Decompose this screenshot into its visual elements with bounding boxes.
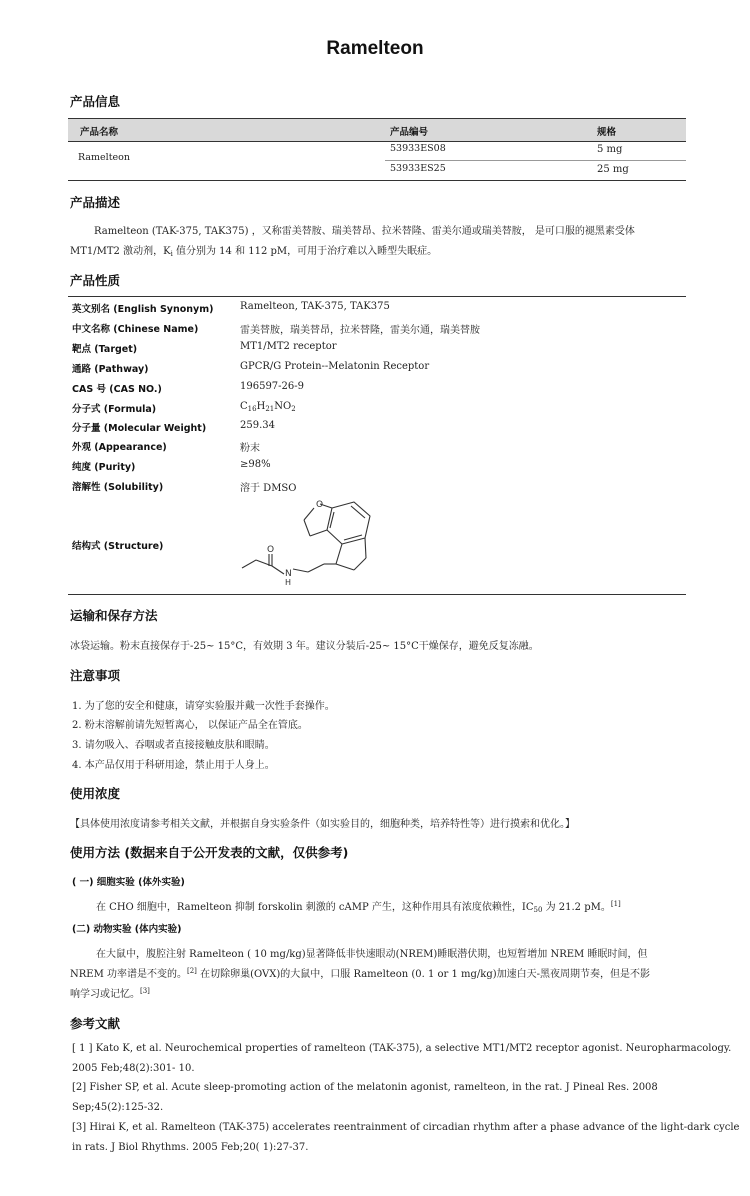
structure-atom-o: O bbox=[316, 500, 324, 510]
concentration-text: 【具体使用浓度请参考相关文献，并根据自身实验条件（如实验目的，细胞种类，培养特性等）进行摸索和优化。】 bbox=[70, 819, 575, 830]
header-product-name: 产品名称 bbox=[80, 127, 119, 138]
product-name: Ramelteon bbox=[78, 152, 130, 163]
description-line-1: Ramelteon (TAK-375, TAK375) ，又称雷美替胺、瑞美替昂、拉米替隆、雷美尔通或瑞美替胺， 是可口服的褪黑素受体 bbox=[94, 226, 635, 237]
header-product-code: 产品编号 bbox=[390, 127, 429, 138]
table-bottom-rule bbox=[68, 180, 686, 181]
concentration-heading: 使用浓度 bbox=[70, 786, 121, 801]
invivo-line-3: 响学习或记忆。[3] bbox=[70, 987, 150, 1000]
prop-label-synonym: 英文别名 (English Synonym) bbox=[72, 304, 214, 315]
invivo-line-1: 在大鼠中，腹腔注射 Ramelteon ( 10 mg/kg)显著降低非快速眼动(NREM)睡眠潜伏期，也短暂增加 NREM 睡眠时间，但 bbox=[96, 949, 648, 960]
prop-label-chinese-name: 中文名称 (Chinese Name) bbox=[72, 324, 199, 335]
prop-label-appearance: 外观 (Appearance) bbox=[72, 442, 167, 453]
product-size-2: 25 mg bbox=[597, 164, 629, 175]
product-table-header bbox=[68, 119, 686, 141]
structure-image bbox=[238, 494, 378, 586]
prop-label-cas: CAS 号 (CAS NO.) bbox=[72, 384, 162, 395]
table-row-rule bbox=[385, 160, 686, 161]
prop-value-target: MT1/MT2 receptor bbox=[240, 341, 337, 352]
structure-atom-n: N bbox=[285, 569, 292, 579]
prop-label-pathway: 通路 (Pathway) bbox=[72, 364, 149, 375]
product-size-1: 5 mg bbox=[597, 144, 623, 155]
reference-1-line-2: 2005 Feb;48(2):301- 10. bbox=[72, 1063, 195, 1074]
reference-3-line-1: [3] Hirai K, et al. Ramelteon (TAK-375) accelerates reentrainment of circadian rhythm after a phase advance of the light-dark cycle bbox=[72, 1122, 740, 1133]
prop-label-solubility: 溶解性 (Solubility) bbox=[72, 482, 164, 493]
prop-value-formula: $C_{16}H_{21}NO_2$ bbox=[240, 401, 296, 413]
prop-label-formula: 分子式 (Formula) bbox=[72, 404, 157, 415]
prop-label-target: 靶点 (Target) bbox=[72, 344, 138, 355]
prop-value-appearance: 粉末 bbox=[240, 443, 260, 454]
prop-value-mw: 259.34 bbox=[240, 420, 275, 431]
reference-2-line-2: Sep;45(2):125-32. bbox=[72, 1102, 164, 1113]
product-code-1: 53933ES08 bbox=[390, 143, 446, 154]
invivo-heading: (二) 动物实验 (体内实验) bbox=[72, 924, 182, 935]
note-item-3: 3. 请勿吸入、吞咽或者直接接触皮肤和眼睛。 bbox=[72, 740, 275, 751]
description-line-2: MT1/MT2 激动剂，$K_i$ 值分别为 14 和 112 pM，可用于治疗难以入睡型失眠症。 bbox=[70, 246, 438, 258]
properties-heading: 产品性质 bbox=[70, 273, 121, 288]
prop-value-chinese-name: 雷美替胺，瑞美替昂，拉米替隆，雷美尔通，瑞美替胺 bbox=[240, 325, 480, 336]
page-title: Ramelteon bbox=[326, 38, 424, 59]
storage-text: 冰袋运输。粉末直接保存于-25~ 15°C，有效期 3 年。建议分装后-25~ 15°C干燥保存，避免反复冻融。 bbox=[70, 641, 539, 652]
prop-label-structure: 结构式 (Structure) bbox=[72, 541, 164, 552]
note-item-1: 1. 为了您的安全和健康，请穿实验服并戴一次性手套操作。 bbox=[72, 701, 335, 712]
references-heading: 参考文献 bbox=[70, 1016, 121, 1031]
notes-heading: 注意事项 bbox=[70, 668, 121, 683]
note-item-4: 4. 本产品仅用于科研用途，禁止用于人身上。 bbox=[72, 760, 275, 771]
prop-label-mw: 分子量 (Molecular Weight) bbox=[72, 423, 207, 434]
structure-atom-o2: O bbox=[267, 545, 275, 555]
product-code-2: 53933ES25 bbox=[390, 163, 446, 174]
invitro-text: 在 CHO 细胞中，Ramelteon 抑制 forskolin 刺激的 cAMP 产生，这种作用具有浓度依赖性，$IC_{50}$ 为 21.2 pM。[1] bbox=[96, 900, 621, 914]
prop-value-solubility: 溶于 DMSO bbox=[240, 483, 297, 494]
prop-value-purity: ≥98% bbox=[240, 459, 271, 470]
reference-2-line-1: [2] Fisher SP, et al. Acute sleep-promoting action of the melatonin agonist, ramelteon, in the rat. J Pineal Res. 2008 bbox=[72, 1082, 658, 1093]
invivo-line-2: NREM 功率谱是不变的。[2] 在切除卵巢(OVX)的大鼠中，口服 Ramelteon (0. 1 or 1 mg/kg)加速白天-黑夜周期节奏，但是不影 bbox=[70, 967, 651, 980]
table-header-rule bbox=[68, 141, 686, 142]
storage-heading: 运输和保存方法 bbox=[70, 608, 158, 623]
usage-heading: 使用方法 (数据来自于公开发表的文献，仅供参考) bbox=[70, 845, 349, 860]
properties-top-rule bbox=[68, 296, 686, 297]
description-heading: 产品描述 bbox=[70, 195, 121, 210]
product-info-heading: 产品信息 bbox=[70, 94, 121, 109]
reference-1-line-1: [ 1 ] Kato K, et al. Neurochemical properties of ramelteon (TAK-375), a selective MT1/MT2 receptor agonist. Neuropharmacology. bbox=[72, 1043, 732, 1054]
prop-value-synonym: Ramelteon, TAK-375, TAK375 bbox=[240, 301, 390, 312]
prop-label-purity: 纯度 (Purity) bbox=[72, 462, 136, 473]
reference-3-line-2: in rats. J Biol Rhythms. 2005 Feb;20( 1):27-37. bbox=[72, 1142, 309, 1153]
prop-value-cas: 196597-26-9 bbox=[240, 381, 305, 392]
invitro-heading: ( 一) 细胞实验 (体外实验) bbox=[72, 877, 185, 888]
header-size: 规格 bbox=[597, 127, 617, 138]
prop-value-pathway: GPCR/G Protein--Melatonin Receptor bbox=[240, 361, 430, 372]
structure-atom-h: H bbox=[285, 578, 292, 586]
note-item-2: 2. 粉末溶解前请先短暂离心， 以保证产品全在管底。 bbox=[72, 720, 308, 731]
properties-bottom-rule bbox=[68, 594, 686, 595]
